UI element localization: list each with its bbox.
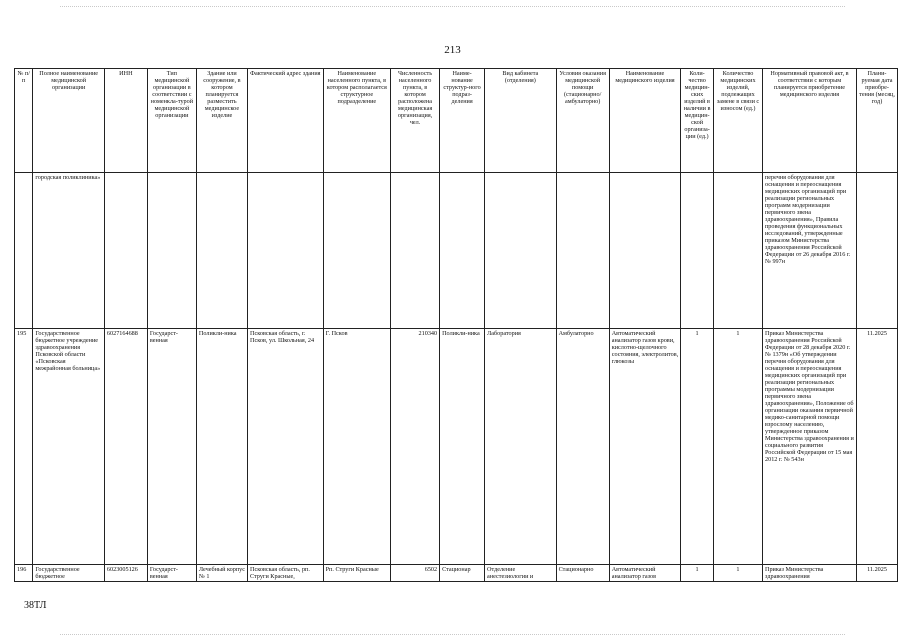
cell-org-name: городская поликлиника» — [33, 173, 105, 329]
cell-normative: Приказ Министерства здравоохранения — [763, 565, 857, 582]
col-header-org-type: Тип медицинской организации в соответствии с номенкла-турой медицинской организации — [147, 69, 196, 173]
cell-num: 196 — [15, 565, 33, 582]
cell-org-name: Государственное бюджетное — [33, 565, 105, 582]
cell-population: 210340 — [391, 329, 440, 565]
cell-address: Псковская область, г. Псков, ул. Школьная, 24 — [247, 329, 323, 565]
col-header-conditions: Условия оказания медицинской помощи (стационарно/ амбулаторно) — [556, 69, 609, 173]
col-header-unit: Наиме-нование структур-ного подраз-деления — [440, 69, 485, 173]
cell-qty-replace: 1 — [713, 329, 762, 565]
col-header-population: Численность населенного пункта, в котором расположена медицинская организация, чел. — [391, 69, 440, 173]
col-header-address: Фактический адрес здания — [247, 69, 323, 173]
cell-unit: Стационар — [440, 565, 485, 582]
table-row — [15, 329, 898, 565]
cell-conditions: Стационарно — [556, 565, 609, 582]
cell-building: Лечебный корпус № 1 — [196, 565, 247, 582]
cell-normative: перечня оборудования для оснащения и переоснащения медицинских организаций при реализации региональных программ модернизации первичного звена здравоохранения», Правила проведения функциональных исследований, утвержденные приказом Министерства здравоохранения Российской Федерации от 26 декабря 2016 г. № 997н — [763, 173, 857, 329]
cell-cabinet: Отделение анестезиологии и — [485, 565, 557, 582]
cell-qty-have: 1 — [681, 565, 714, 582]
cell-building: Поликли-ника — [196, 329, 247, 565]
cell-conditions: Амбулаторно — [556, 329, 609, 565]
cell-unit: Поликли-ника — [440, 329, 485, 565]
col-header-locality: Наименование населенного пункта, в котором располагается структурное подразделение — [323, 69, 390, 173]
cell-inn: 6023005126 — [104, 565, 147, 582]
cell-normative: Приказ Министерства здравоохранения Российской Федерации от 28 декабря 2020 г. № 1379н «Об утверждении перечня оборудования для оснащения и переоснащения медицинских организаций при реализации региональных программы модернизации первичного звена здравоохранения», Положение об организации оказания первичной медико-санитарной помощи взрослому населению, утвержденное приказом Министерства здравоохранения и социального развития Российской Федерации от 15 мая 2012 г. № 543н — [763, 329, 857, 565]
cell-device: Автоматический анализатор газов крови, кислотно-щелочного состояния, электролитов, глюкозы — [609, 329, 681, 565]
col-header-building: Здание или сооружение, в котором планируется разместить медицинское изделие — [196, 69, 247, 173]
col-header-qty-replace: Количество медицинских изделий, подлежащих замене в связи с износом (ед.) — [713, 69, 762, 173]
col-header-org-name: Полное наименование медицинской организации — [33, 69, 105, 173]
scan-artifact-top — [60, 6, 845, 8]
cell-locality: Г. Псков — [323, 329, 390, 565]
table-row-continuation — [15, 173, 898, 329]
cell-qty-replace: 1 — [713, 565, 762, 582]
scan-artifact-bottom — [60, 634, 845, 636]
footer-code: 38ТЛ — [24, 600, 47, 611]
cell-date: 11.2025 — [857, 565, 898, 582]
page-number: 213 — [444, 44, 461, 56]
cell-locality: Рп. Струги Красные — [323, 565, 390, 582]
table-row — [15, 565, 898, 582]
col-header-date: Плани-руемая дата приобре-тения (месяц, год) — [857, 69, 898, 173]
col-header-inn: ИНН — [104, 69, 147, 173]
cell-date: 11.2025 — [857, 329, 898, 565]
cell-device: Автоматический анализатор газов — [609, 565, 681, 582]
cell-inn: 6027164688 — [104, 329, 147, 565]
cell-cabinet: Лаборатория — [485, 329, 557, 565]
cell-qty-have: 1 — [681, 329, 714, 565]
cell-org-type: Государст-венная — [147, 329, 196, 565]
cell-org-type: Государст-венная — [147, 565, 196, 582]
col-header-device: Наименование медицинского изделия — [609, 69, 681, 173]
col-header-num: № п/п — [15, 69, 33, 173]
col-header-qty-have: Коли-чество медицин-ских изделий в наличии в медицин-ской организа-ции (ед.) — [681, 69, 714, 173]
table-header-row — [15, 69, 898, 173]
cell-num: 195 — [15, 329, 33, 565]
col-header-normative: Нормативный правовой акт, в соответствии с которым планируется приобретение медицинского изделия — [763, 69, 857, 173]
equipment-register-table — [14, 68, 898, 582]
cell-population: 6502 — [391, 565, 440, 582]
cell-org-name: Государственное бюджетное учреждение здравоохранения Псковской области «Псковская межрайонная больница» — [33, 329, 105, 565]
col-header-cabinet: Вид кабинета (отделения) — [485, 69, 557, 173]
cell-address: Псковская область, рп. Струги Красные, — [247, 565, 323, 582]
